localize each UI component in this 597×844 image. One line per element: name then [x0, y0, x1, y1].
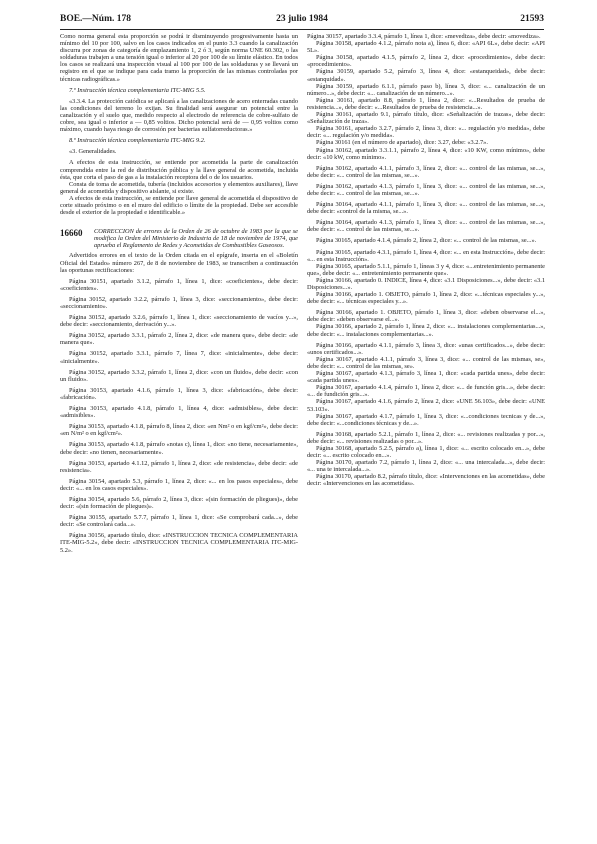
correction-item: Página 30153, apartado 4.1.6, párrafo 1, línea 3, dice: «fabricación», debe decir: «fabricación».	[60, 386, 298, 401]
paragraph-llave-general: A efectos de esta instrucción, se entiende por llave general de acometida el dispositivo de corte situado próximo o en el muro del edificio o límite de la propiedad. Debe ser accesible desde el exterior de la propiedad e identificable.»	[60, 194, 298, 217]
correction-item: Página 30164, apartado 4.1.1, párrafo 1, línea 3, dice: «... control de las mismas, se...», debe decir: «control de la misma, se...».	[307, 201, 545, 216]
section-heading-itc-5-5: 7.º Instrucción técnica complementaria ITC-MIG 5.5.	[69, 86, 206, 94]
correction-item: Página 30161, apartado 9.1, párrafo título, dice: «Señalización de trazas», debe decir: «Señalización de traza».	[307, 111, 545, 126]
correction-item: Página 30166, apartado 4.1.1, párrafo 3, línea 3, dice: «unas certificados...», debe decir: «unos certificados...».	[307, 341, 545, 356]
correction-item: Página 30159, apartado 5.2, párrafo 3, línea 4, dice: «estanqueidad», debe decir: «estanquidad».	[307, 68, 545, 83]
correction-item: Página 30161, apartado 8.8, párrafo 1, línea 2, dice: «...Resultados de prueba de resistencia...», debe decir: «...Resultados de prueba de resistencia...».	[307, 96, 545, 111]
header-rule	[60, 29, 544, 30]
paragraph-acometida-parts: Consta de toma de acometida, tubería (incluidos accesorios y elementos auxiliares), llave general de acometida y dispositivo aislante, si existe.	[60, 180, 298, 195]
correction-item: Página 30152, apartado 3.3.1, párrafo 2, línea 2, dice: «de manera que», debe decir: «de manera que».	[60, 332, 298, 347]
paragraph-cathodic-protection: «3.3.4. La protección catódica se aplicará a las canalizaciones de acero enterradas cuando las condiciones del terreno lo exijan. Su finalidad será asegurar un potencial entre la canalización y el suelo que, medido respecto al electrodo de referencia de cobre-sulfato de cobre, sea igual o inferior a — 0,85 voltios. Dicho potencial será de — 0,95 voltios como máximo, cuando haya riesgo de corrosión por bacterias sulfatorreductoras.»	[60, 97, 298, 134]
correction-item: Página 30162, apartado 3.3.1.1, párrafo 2, línea 4, dice: «10 KW, como mínimo», debe decir: «10 kW, como mínimo».	[307, 146, 545, 161]
section-heading-itc-9-2: 8.º Instrucción técnica complementaria ITC-MIG 9.2.	[69, 137, 206, 145]
correction-item: Página 30158, apartado 4.1.5, párrafo 2, línea 2, dice: «procedimiento», debe decir: «procedimiento».	[307, 54, 545, 69]
left-column	[60, 33, 298, 839]
correction-item: Página 30162, apartado 4.1.1, párrafo 3, línea 2, dice: «... control de las mismas, se...», debe decir: «... control de las mismas, se...».	[307, 164, 545, 179]
correction-item: Página 30152, apartado 3.2.6, párrafo 1, línea 1, dice: «seccionamiento de vacíos y...», debe decir: «seccionamiento, derivación y...».	[60, 314, 298, 329]
correction-item: Página 30167, apartado 4.1.3, párrafo 3, línea 1, dice: «cada partida unes», debe decir: «cada partida unes».	[307, 370, 545, 385]
notice-title: CORRECCION de errores de la Orden de 26 de octubre de 1983 por la que se modifica la Orden del Ministerio de Industria de 18 de noviembre de 1974, que aprueba el Reglamento de Redes y Acometidas de Combustibles Gaseosos.	[94, 228, 298, 250]
paragraph-acometida-definition: A efectos de esta instrucción, se entiende por acometida la parte de canalización comprendida entre la red de distribución pública y la llave general de acometida, incluida ésta, que corta el paso de gas a la instalación receptora del o de los usuarios.	[60, 159, 298, 181]
paragraph-radiography: Como norma general esta proporción se podrá ir disminuyendo progresivamente hasta un mínimo del 10 por 100, salvo en los casos indicados en el punto 3.3 cuando la canalización discurra por zonas de categoría de emplazamiento 1, 2 ó 3, según norma UNE 60.302, o las soldaduras trabajen a una tensión igual o inferior al 20 por 100 de su límite elástico. En todos los casos se realizará una inspección visual al 100 por 100 de las soldaduras y se llevará un registro en el que se indique para cada tramo la proporción de las mismas controladas por técnicas radiográficas.»	[60, 33, 298, 83]
correction-item: Página 30155, apartado 5.7.7, párrafo 1, línea 1, dice: «Se comprobará cada...», debe decir: «Se controlará cada...».	[60, 514, 298, 529]
correction-item: Página 30156, apartado título, dice: «INSTRUCCION TECNICA COMPLEMENTARIA ITE-MIG-5.2», debe decir: «INSTRUCCION TECNICA COMPLEMENTARIA ITC-MIG-5.2».	[60, 532, 298, 554]
correction-item: Página 30152, apartado 3.3.1, párrafo 7, línea 7, dice: «inicialmente», debe decir: «inicialmente».	[60, 350, 298, 365]
correction-item: Página 30165, apartado 4.3.1, párrafo 1, línea 4, dice: «... en esta Instrucción», debe decir: «... en esta Instrucción».	[307, 248, 545, 263]
correction-item: Página 30154, apartado 5.6, párrafo 2, línea 3, dice: «(sin formación de pliegues)», debe decir: «(sin formación de pliegues)».	[60, 495, 298, 511]
right-column	[307, 33, 545, 839]
correction-item: Página 30167, apartado 4.1.6, párrafo 2, línea 2, dice: «UNE 56.103», debe decir: «UNE 53.103».	[307, 398, 545, 413]
correction-item: Página 30165, apartado 4.1.4, párrafo 2, línea 2, dice: «... control de las mismas, se...».	[316, 237, 537, 245]
correction-item: Página 30153, apartado 4.1.12, párrafo 1, línea 2, dice: «de resistencia», debe decir: «de resistencia».	[60, 459, 298, 474]
correction-item: Página 30170, apartado 7.2, párrafo 1, línea 2, dice: «... una intercalada...», debe decir: «... una te intercalada...».	[307, 459, 545, 474]
correction-item: Página 30153, apartado 4.1.8, párrafo «notas c), línea 1, dice: «no tiene, necesariamente», debe decir: «no tienen, necesariamente».	[60, 441, 298, 456]
header-issue-number: BOE.—Núm. 178	[60, 14, 131, 24]
correction-item: Página 30152, apartado 3.3.2, párrafo 1, línea 2, dice: «con un fluido», debe decir: «con un fluido».	[60, 368, 298, 383]
correction-item: Página 30167, apartado 4.1.7, párrafo 1, línea 3, dice: «...condiciones tecnicas y de...», debe decir: «...condiciones técnicas y de...».	[307, 412, 545, 427]
correction-item: Página 30168, apartado 5.2.1, párrafo 1, línea 2, dice: «... revisiones realizadas y por...», debe decir: «... revisiones realizadas o por...».	[307, 430, 545, 445]
correction-item: Página 30167, apartado 4.1.4, párrafo 1, línea 2, dice: «... de función gris...», debe decir: «... de fundición gris...».	[307, 384, 545, 399]
page-header	[60, 14, 544, 28]
correction-item: Página 30170, apartado 8.2, párrafo título, dice: «Intervenciones en las acometidas», debe decir: «Intervenciones en las acometidas».	[307, 473, 545, 488]
correction-item: Página 30161 (en el número de apartado), dice: 3.27, debe: «3.2.7».	[316, 139, 488, 147]
correction-item: Página 30166, apartado 1. OBJETO, párrafo 1, línea 3, dice: «deben observarse el...», debe decir: «deben observarse el...».	[307, 309, 545, 324]
correction-item: Página 30154, apartado 5.3, párrafo 1, línea 2, dice: «... en los pasos especiales», debe decir: «... en los casos especiales».	[60, 477, 298, 492]
section-heading-generalidades: «3. Generalidades.	[69, 148, 117, 156]
correction-item: Página 30152, apartado 3.2.2, párrafo 1, línea 3, dice: «seccionamiento», debe decir: «seccionamiento».	[60, 295, 298, 310]
correction-item: Página 30158, apartado 4.1.2, párrafo nota a), línea 6, dice: «API 6L», debe decir: «API 5L».	[307, 40, 545, 55]
correction-item: Página 30166, apartado 2, párrafo 1, línea 2, dice: «... instalaciones complementarias...», debe decir: «... instalaciones complementarias...».	[307, 323, 545, 338]
correction-item: Página 30166, apartado 1. OBJETO, párrafo 1, línea 2, dice: «...técnicas especiales y...», debe decir: «... técnicas especiales y...».	[307, 291, 545, 306]
correction-item: Página 30162, apartado 4.1.3, párrafo 1, línea 3, dice: «... control de las mismas, se...», debe decir: «... control de las mismas, se...».	[307, 182, 545, 197]
paragraph-intro: Advertidos errores en el texto de la Orden citada en el epígrafe, inserta en el «Boletín Oficial del Estado» número 267, de 8 de noviembre de 1983, se transcriben a continuación las oportunas rectificaciones:	[60, 252, 298, 274]
correction-item: Página 30153, apartado 4.1.8, párrafo 1, línea 4, dice: «admisibles», debe decir: «admisibles».	[60, 405, 298, 420]
notice-block	[60, 228, 298, 249]
correction-item: Página 30157, apartado 3.3.4, párrafo 1, línea 1, dice: «mevediza», debe decir: «movediza».	[307, 33, 541, 40]
correction-item: Página 30153, apartado 4.1.8, párrafo 8, línea 2, dice: «en Nm² o en kgf/cm²», debe decir: «en N/m² o en kgf/cm²».	[60, 423, 298, 438]
correction-item: Página 30151, apartado 3.1.2, párrafo 1, línea 1, dice: «coeficientes», debe decir: «coeficientes».	[60, 277, 298, 292]
correction-item: Página 30165, apartado 5.1.1, párrafo 1, líneas 3 y 4, dice: «...entretenimiento permanente que», debe decir: «... entretenimiento permanente que».	[307, 262, 545, 277]
correction-item: Página 30167, apartado 4.1.1, párrafo 3, línea 3, dice: «... control de las mismas, se», debe decir: «... control de las mismas, se».	[307, 355, 545, 370]
correction-item: Página 30168, apartado 5.2.5, párrafo a), línea 1, dice: «... escrito colocado en...», debe decir: «... escrito colocado en...».	[307, 444, 545, 460]
correction-item: Página 30161, apartado 3.2.7, párrafo 2, línea 3, dice: «... regulación y/o medida», debe decir: «... regulación y/o medida».	[307, 125, 545, 140]
correction-item: Página 30159, apartado 6.1.1, párrafo paso b), línea 3, dice: «... canalización de un número...», debe decir: «... canalización de un número...».	[307, 82, 545, 97]
header-date: 23 julio 1984	[276, 14, 328, 24]
header-page-number: 21593	[520, 14, 544, 24]
correction-item: Página 30166, apartado 0. INDICE, línea 4, dice: «3.1 Disposiciones...», debe decir: «3.1 Disposiciones...».	[307, 276, 545, 291]
correction-item: Página 30164, apartado 4.1.3, párrafo 1, línea 3, dice: «... control de las mismas, se...», debe decir: «... control de las mismas, se...».	[307, 219, 545, 234]
notice-number: 16660	[60, 228, 83, 239]
